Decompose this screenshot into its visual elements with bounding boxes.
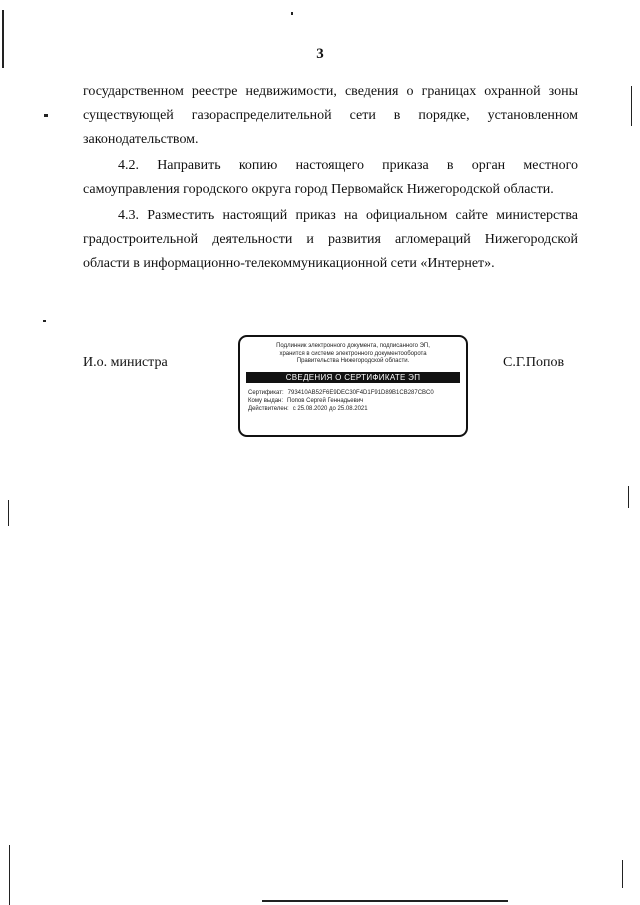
scan-edge-mark: [628, 486, 629, 508]
signer-name: С.Г.Попов: [503, 355, 565, 370]
stamp-header: [240, 343, 466, 366]
scan-dot-mark: [291, 12, 293, 15]
scan-edge-mark: [631, 86, 632, 126]
scan-edge-mark: [622, 860, 623, 888]
scan-dot-mark: [44, 114, 48, 117]
paragraph-4-3: [83, 204, 578, 276]
text-line: существующей газораспределительной сети в порядке, установленном: [83, 108, 578, 123]
stamp-header-line: Подлинник электронного документа, подписанного ЭП,: [276, 343, 430, 349]
stamp-certificate-bar: СВЕДЕНИЯ О СЕРТИФИКАТЕ ЭП: [246, 372, 460, 383]
text-line: области в информационно-телекоммуникационной сети «Интернет».: [83, 256, 495, 271]
stamp-field-value: Попов Сергей Геннадьевич: [287, 397, 364, 404]
stamp-certificate-details: [248, 389, 466, 413]
stamp-issued-to-row: [248, 397, 466, 405]
scan-edge-mark: [8, 500, 9, 526]
paragraph-4-2: [83, 154, 578, 202]
stamp-header-line: Правительства Нижегородской области.: [296, 358, 410, 364]
text-line: самоуправления городского округа город Первомайск Нижегородской области.: [83, 182, 554, 197]
scan-edge-mark: [2, 10, 4, 68]
text-line: 4.3. Разместить настоящий приказ на официальном сайте министерства: [118, 208, 578, 223]
scan-dot-mark: [43, 320, 46, 322]
stamp-field-label: Кому выдан:: [248, 397, 284, 404]
stamp-certificate-row: [248, 389, 466, 397]
scan-edge-mark: [9, 845, 10, 905]
text-line: законодательством.: [83, 132, 199, 147]
stamp-field-value: с 25.08.2020 до 25.08.2021: [292, 405, 368, 412]
stamp-field-label: Действителен:: [248, 405, 289, 412]
text-line: градостроительной деятельности и развития агломераций Нижегородской: [83, 232, 578, 247]
stamp-field-label: Сертификат:: [248, 389, 284, 396]
stamp-valid-row: [248, 405, 466, 413]
stamp-field-value: 793410AB52F6E9DEC30F4D1F91D89B1CB287CBC0: [287, 389, 434, 396]
page-number: 3: [316, 46, 324, 62]
signer-title: И.о. министра: [83, 355, 168, 370]
stamp-header-line: хранится в системе электронного документооборота: [279, 350, 427, 357]
paragraph-registry: [83, 80, 578, 152]
electronic-signature-stamp: [238, 335, 468, 437]
text-line: 4.2. Направить копию настоящего приказа в орган местного: [118, 158, 578, 173]
text-line: государственном реестре недвижимости, сведения о границах охранной зоны: [83, 84, 578, 99]
scan-bottom-line: [262, 900, 508, 902]
